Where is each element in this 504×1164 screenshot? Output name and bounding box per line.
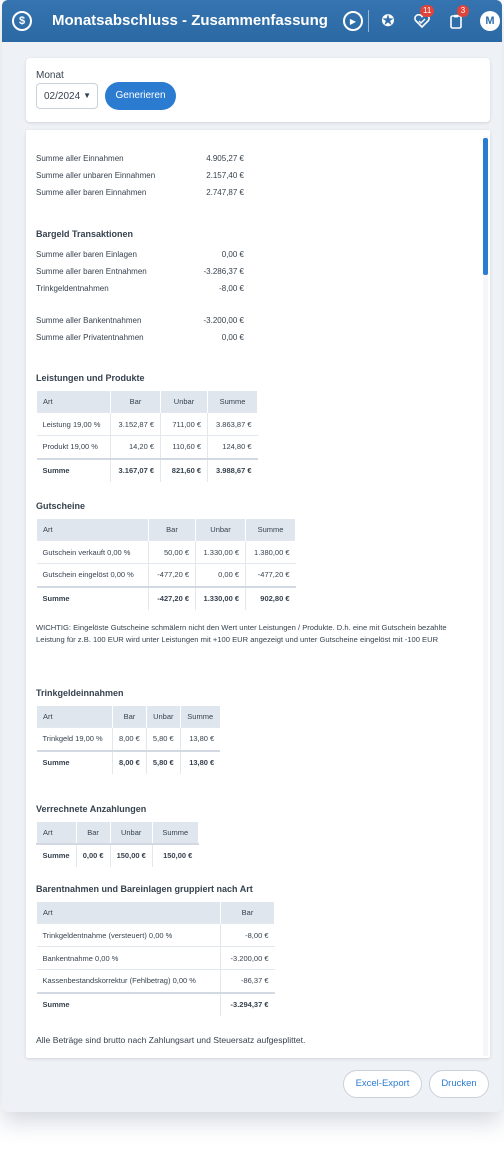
table-cell: 50,00 € <box>149 541 196 564</box>
table-cell: -477,20 € <box>246 564 296 587</box>
table-row <box>37 413 258 436</box>
excel-export-button[interactable]: Excel-Export <box>343 1070 422 1098</box>
table-cell: 150,00 € <box>152 844 198 867</box>
table-sum-row <box>37 459 258 482</box>
table-cell: 14,20 € <box>111 436 161 459</box>
table-cell: Kassenbestandskorrektur (Fehlbetrag) 0,00 % <box>37 970 221 993</box>
summary-value-cashless: 2.157,40 € <box>206 171 244 180</box>
voucher-notice: WICHTIG: Eingelöste Gutscheine schmälern nicht den Wert unter Leistungen / Produkte. D.h. eine mit Gutschein bezahlte Leistung für z.B. 100 EUR wird unter Leistungen mit +100 EUR angezeigt und unter Gutscheine eingelöst mit -100 EUR <box>36 623 447 644</box>
footnote: Alle Beträge sind brutto nach Zahlungsart und Steuersatz aufgesplittet. <box>36 1035 306 1045</box>
table-cell: 5,80 € <box>146 728 180 751</box>
table-sum-row <box>37 844 199 867</box>
header-divider <box>368 10 369 32</box>
table-cell: Summe <box>37 751 113 774</box>
table-cell: -86,37 € <box>221 970 275 993</box>
services-table <box>36 390 258 482</box>
table-cell: Gutschein verkauft 0,00 % <box>37 541 149 564</box>
table-cell: 821,60 € <box>161 459 208 482</box>
generate-button[interactable]: Generieren <box>105 82 176 110</box>
vouchers-table <box>36 518 296 610</box>
table-sum-row <box>37 993 275 1016</box>
table-sum-row <box>37 751 221 774</box>
tips-table <box>36 705 221 774</box>
column-header: Summe <box>246 519 296 541</box>
withdrawals-table <box>36 901 275 1016</box>
column-header: Art <box>37 706 113 728</box>
cash-value-private: 0,00 € <box>221 333 244 342</box>
column-header: Bar <box>111 391 161 413</box>
table-cell: 3.988,67 € <box>208 459 258 482</box>
table-cell: Summe <box>37 844 77 867</box>
cash-label-bank: Summe aller Bankentnahmen <box>36 316 142 325</box>
cash-label-tips: Trinkgeldentnahmen <box>36 284 109 293</box>
cash-label-deposits: Summe aller baren Einlagen <box>36 250 137 259</box>
withdrawals-heading: Barentnahmen und Bareinlagen gruppiert nach Art <box>36 884 253 894</box>
table-row <box>37 541 296 564</box>
table-row <box>37 564 296 587</box>
table-cell: 150,00 € <box>110 844 152 867</box>
table-row <box>37 970 275 993</box>
column-header: Bar <box>113 706 147 728</box>
column-header: Summe <box>180 706 220 728</box>
deposits-table <box>36 821 199 867</box>
table-cell: 110,60 € <box>161 436 208 459</box>
cash-value-withdrawals: -3.286,37 € <box>203 267 244 276</box>
column-header: Art <box>37 902 221 924</box>
play-icon[interactable]: ▶ <box>343 11 363 31</box>
table-cell: 13,80 € <box>180 751 220 774</box>
tips-heading: Trinkgeldeinnahmen <box>36 688 124 698</box>
chevron-down-icon: ▼ <box>83 91 91 100</box>
column-header: Unbar <box>161 391 208 413</box>
summary-value-cash: 2.747,87 € <box>206 188 244 197</box>
table-cell: Trinkgeld 19,00 % <box>37 728 113 751</box>
month-select-value: 02/2024 <box>44 91 81 102</box>
table-cell: 711,00 € <box>161 413 208 436</box>
column-header: Bar <box>76 822 110 844</box>
table-cell: 1.380,00 € <box>246 541 296 564</box>
table-cell: 5,80 € <box>146 751 180 774</box>
app-window <box>2 0 502 1112</box>
table-cell: 1.330,00 € <box>196 541 246 564</box>
vouchers-heading: Gutscheine <box>36 501 86 511</box>
month-select[interactable] <box>36 83 98 109</box>
column-header: Summe <box>208 391 258 413</box>
cash-label-withdrawals: Summe aller baren Entnahmen <box>36 267 147 276</box>
table-cell: -477,20 € <box>149 564 196 587</box>
app-header <box>2 0 502 42</box>
column-header: Bar <box>221 902 275 924</box>
user-avatar[interactable]: M <box>480 11 500 31</box>
column-header: Summe <box>152 822 198 844</box>
table-cell: 3.863,87 € <box>208 413 258 436</box>
column-header: Art <box>37 391 111 413</box>
table-cell: -8,00 € <box>221 924 275 947</box>
table-cell: 3.167,07 € <box>111 459 161 482</box>
table-cell: Gutschein eingelöst 0,00 % <box>37 564 149 587</box>
scrollbar-thumb[interactable] <box>483 138 488 275</box>
table-cell: 0,00 € <box>196 564 246 587</box>
table-cell: Summe <box>37 459 111 482</box>
deposits-heading: Verrechnete Anzahlungen <box>36 804 147 814</box>
table-cell: 8,00 € <box>113 751 147 774</box>
summary-label-cashless: Summe aller unbaren Einnahmen <box>36 171 156 180</box>
summary-label-cash: Summe aller baren Einnahmen <box>36 188 147 197</box>
table-cell: 8,00 € <box>113 728 147 751</box>
table-cell: 902,80 € <box>246 587 296 610</box>
table-cell: Trinkgeldentnahme (versteuert) 0,00 % <box>37 924 221 947</box>
table-row <box>37 947 275 970</box>
table-cell: 3.152,87 € <box>111 413 161 436</box>
badge-star-icon[interactable]: ✪ <box>381 13 395 30</box>
page-title: Monatsabschluss - Zusammenfassung <box>52 12 328 29</box>
print-button[interactable]: Drucken <box>429 1070 489 1098</box>
summary-value-total: 4.905,27 € <box>206 154 244 163</box>
cash-value-bank: -3.200,00 € <box>203 316 244 325</box>
column-header: Unbar <box>146 706 180 728</box>
clipboard-notification-badge: 3 <box>457 5 469 17</box>
month-label: Monat <box>36 70 64 81</box>
table-cell: Bankentnahme 0,00 % <box>37 947 221 970</box>
cash-heading: Bargeld Transaktionen <box>36 229 134 239</box>
column-header: Bar <box>149 519 196 541</box>
table-cell: Leistung 19,00 % <box>37 413 111 436</box>
table-cell: 1.330,00 € <box>196 587 246 610</box>
heart-notification-badge: 11 <box>420 5 434 17</box>
table-sum-row <box>37 587 296 610</box>
column-header: Unbar <box>110 822 152 844</box>
cash-value-deposits: 0,00 € <box>221 250 244 259</box>
table-cell: 0,00 € <box>76 844 110 867</box>
column-header: Art <box>37 822 77 844</box>
column-header: Art <box>37 519 149 541</box>
column-header: Unbar <box>196 519 246 541</box>
filter-card <box>26 58 490 122</box>
table-cell: -427,20 € <box>149 587 196 610</box>
table-row <box>37 728 221 751</box>
table-cell: Summe <box>37 587 149 610</box>
table-row <box>37 924 275 947</box>
table-cell: Produkt 19,00 % <box>37 436 111 459</box>
services-heading: Leistungen und Produkte <box>36 373 145 383</box>
table-cell: Summe <box>37 993 221 1016</box>
table-cell: -3.200,00 € <box>221 947 275 970</box>
table-cell: 13,80 € <box>180 728 220 751</box>
cash-label-private: Summe aller Privatentnahmen <box>36 333 144 342</box>
table-cell: 124,80 € <box>208 436 258 459</box>
cash-value-tips: -8,00 € <box>219 284 244 293</box>
summary-label-total: Summe aller Einnahmen <box>36 154 124 163</box>
table-cell: -3.294,37 € <box>221 993 275 1016</box>
money-bag-icon[interactable]: $ <box>12 11 32 31</box>
table-row <box>37 436 258 459</box>
